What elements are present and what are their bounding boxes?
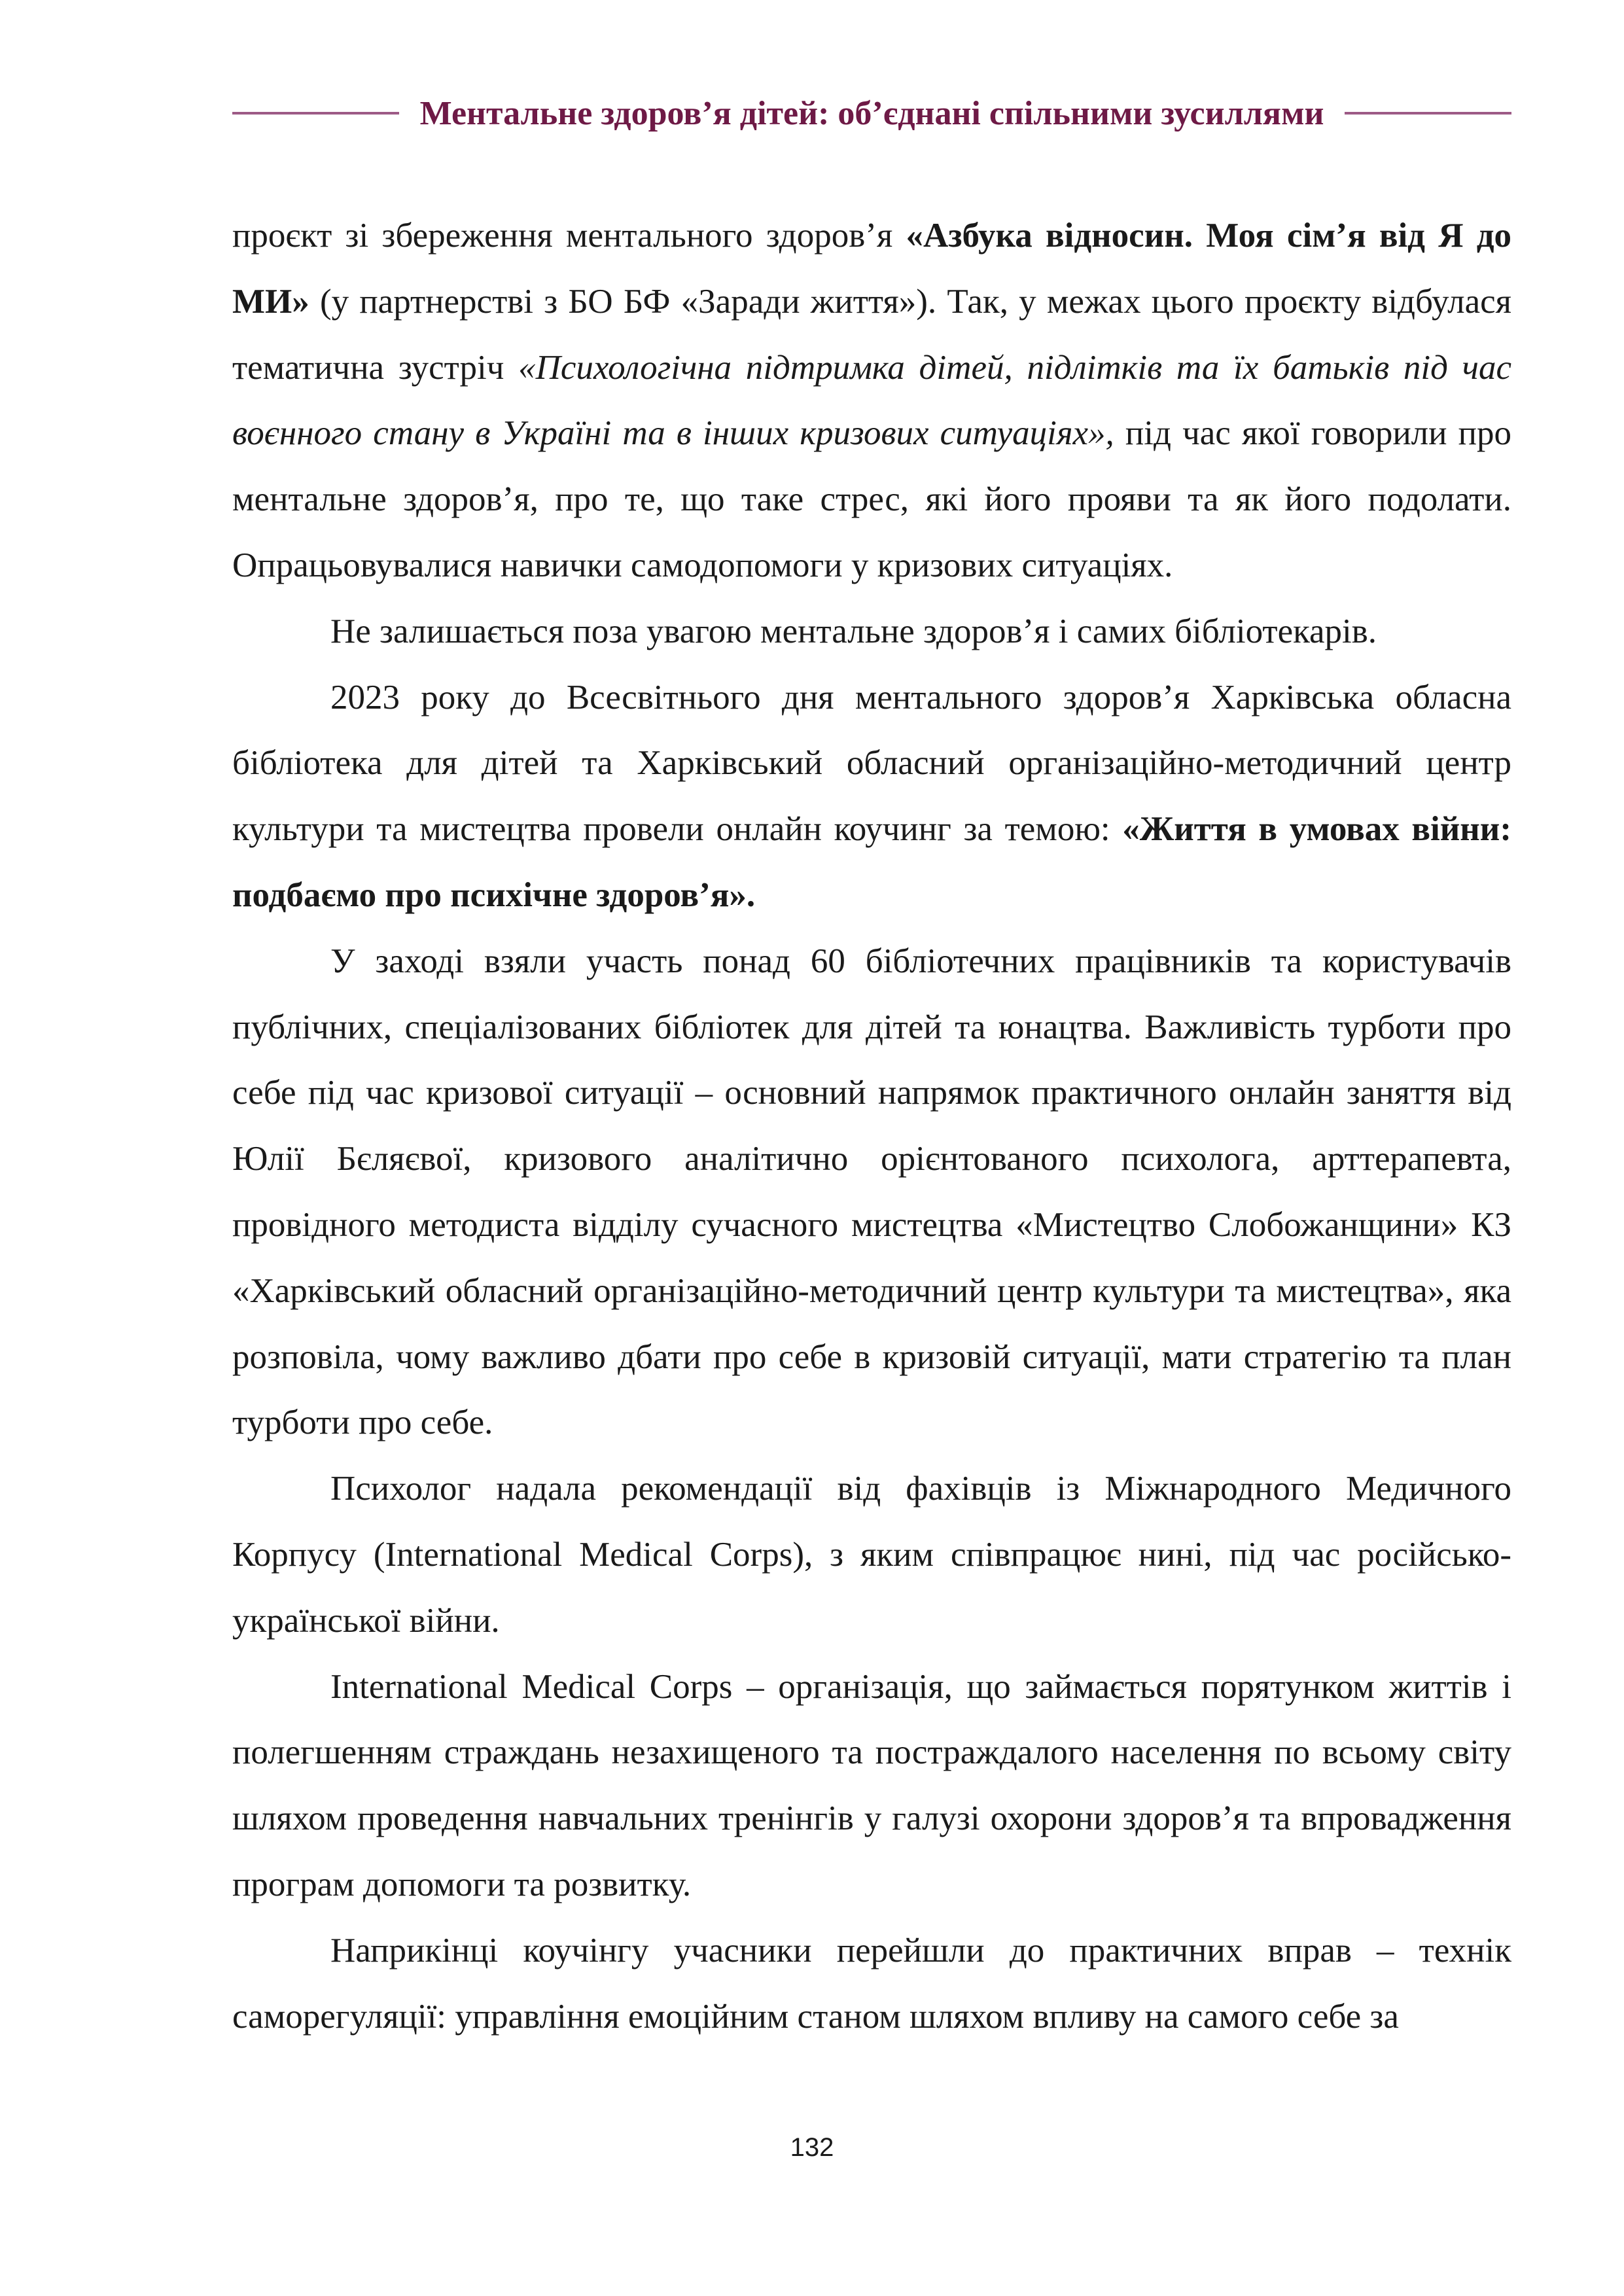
paragraph-1-text-3: під час якої говорили про ментальне здоров’я, про те, що таке стрес, які його прояви та як його подолати. Опрацьовувалися навички самодопомоги у кризових ситуаціях.	[232, 414, 1511, 584]
paragraph-5: Психолог надала рекомендації від фахівців із Міжнародного Медичного Корпусу (International Medical Corps), з яким співпрацює нині, під час російсько-української війни.	[232, 1470, 1511, 1640]
header-rule-left	[232, 112, 399, 115]
paragraph-3-text-1: 2023 року до Всесвітнього дня ментального здоров’я Харківська обласна бібліотека для дітей та Харківський обласний організаційно-методичний центр культури та мистецтва провели онлайн коучинг за темою:	[232, 678, 1511, 849]
header-title: Ментальне здоров’я дітей: об’єднані спільними зусиллями	[419, 94, 1324, 132]
paragraph-4: У заході взяли участь понад 60 бібліотечних працівників та користувачів публічних, спеціалізованих бібліотек для дітей та юнацтва. Важливість турботи про себе під час кризової ситуації – основний напрямок практичного онлайн заняття від Юлії Бєляєвої, кризового аналітично орієнтованого психолога, арттерапевта, провідного методиста відділу сучасного мистецтва «Мистецтво Слобожанщини» КЗ «Харківський обласний організаційно-методичний центр культури та мистецтва», яка розповіла, чому важливо дбати про себе в кризовій ситуації, мати стратегію та план турботи про себе.	[232, 942, 1511, 1442]
coaching-title: «Життя в умовах війни: подбаємо про психічне здоров’я».	[232, 810, 1511, 914]
meeting-title: «Психологічна підтримка дітей, підлітків та їх батьків під час воєнного стану в Україні та в інших кризових ситуаціях»,	[232, 348, 1511, 453]
paragraph-1-text-1: проєкт зі збереження ментального здоров’я	[232, 217, 906, 255]
paragraph-3	[232, 665, 1511, 928]
body-text	[232, 203, 1511, 2049]
paragraph-1-text-2: (у партнерстві з БО БФ «Заради життя»). Так, у межах цього проєкту відбулася тематична зустріч	[232, 282, 1511, 387]
paragraph-1	[232, 203, 1511, 599]
page-number: 132	[790, 2133, 834, 2162]
paragraph-7: Наприкінці коучінгу учасники перейшли до практичних вправ – технік саморегуляції: управління емоційним станом шляхом впливу на самого себе за	[232, 1931, 1511, 2036]
running-header	[232, 90, 1511, 136]
project-title: «Азбука відносин. Моя сім’я від Я до МИ»	[232, 217, 1512, 321]
paragraph-6: International Medical Corps – організація, що займається порятунком життів і полегшенням страждань незахищеного та постраждалого населення по всьому світу шляхом проведення навчальних тренінгів у галузі охорони здоров’я та впровадження програм допомоги та розвитку.	[232, 1667, 1511, 1903]
header-rule-right	[1345, 112, 1511, 115]
paragraph-2: Не залишається поза увагою ментальне здоров’я і самих бібліотекарів.	[330, 612, 1377, 650]
